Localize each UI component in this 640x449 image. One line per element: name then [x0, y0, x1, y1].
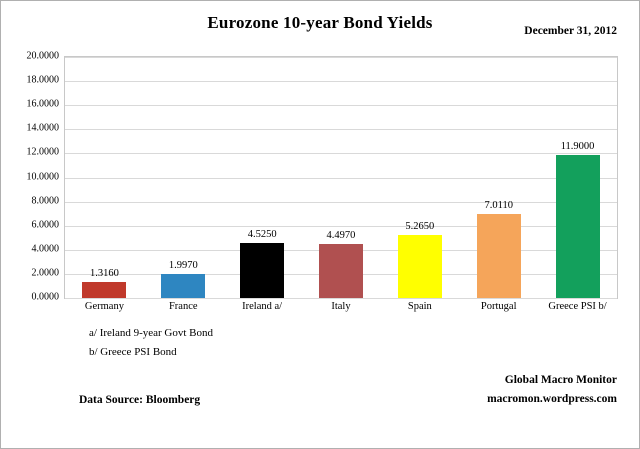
- bar-value-label: 4.4970: [326, 229, 356, 241]
- footnote-a: a/ Ireland 9-year Govt Bond: [89, 327, 214, 339]
- y-axis-tick-label: 14.0000: [26, 122, 59, 134]
- bar: [240, 243, 284, 298]
- bar: [398, 235, 442, 298]
- chart-date-label: December 31, 2012: [524, 25, 617, 37]
- bar: [477, 214, 521, 298]
- y-axis-tick-label: 12.0000: [26, 146, 59, 158]
- x-axis-tick-label: France: [168, 301, 198, 312]
- bar-group: [538, 57, 617, 298]
- bar: [82, 282, 126, 298]
- bar: [161, 274, 205, 298]
- bar-value-label: 7.0110: [484, 199, 513, 211]
- x-axis-tick-label: Italy: [331, 301, 351, 312]
- x-axis-tick-label: Greece PSI b/: [548, 301, 607, 312]
- gridline: [65, 298, 617, 299]
- page-title: Eurozone 10-year Bond Yields: [207, 13, 433, 32]
- data-source-note: Data Source: Bloomberg: [79, 394, 201, 406]
- y-axis-tick-label: 18.0000: [26, 74, 59, 86]
- footnote-b: b/ Greece PSI Bond: [89, 346, 177, 358]
- bar-group: [223, 57, 302, 298]
- y-axis-tick-label: 10.0000: [26, 171, 59, 182]
- y-axis-tick-label: 4.0000: [31, 243, 59, 255]
- credit-line-1: Global Macro Monitor: [504, 374, 617, 386]
- bar-group: [302, 57, 381, 298]
- bar-group: [380, 57, 459, 298]
- bar-group: [459, 57, 538, 298]
- credit-line-2: macromon.wordpress.com: [487, 393, 617, 405]
- y-axis-tick-label: 0.0000: [31, 291, 59, 303]
- bar: [319, 244, 363, 298]
- y-axis-tick-label: 8.0000: [31, 195, 59, 207]
- y-axis-tick-label: 2.0000: [31, 267, 59, 279]
- bar-group: [144, 57, 223, 298]
- bar-value-label: 1.9970: [168, 259, 198, 271]
- y-axis: [1, 50, 59, 303]
- bar: [556, 155, 600, 298]
- x-axis-tick-label: Ireland a/: [242, 301, 283, 312]
- bar-value-label: 4.5250: [247, 229, 277, 241]
- bar-group: [65, 57, 144, 298]
- x-axis: [65, 301, 617, 319]
- bar-value-label: 1.3160: [89, 268, 119, 280]
- y-axis-tick-label: 16.0000: [26, 98, 59, 110]
- bars-layer: [65, 57, 617, 298]
- y-axis-tick-label: 6.0000: [31, 219, 59, 231]
- x-axis-tick-label: Germany: [84, 301, 124, 312]
- x-axis-tick-label: Spain: [407, 301, 432, 312]
- y-axis-tick-label: 20.0000: [26, 50, 59, 62]
- bar-value-label: 5.2650: [405, 220, 435, 232]
- bar-value-label: 11.9000: [560, 140, 595, 152]
- x-axis-tick-label: Portugal: [480, 301, 517, 312]
